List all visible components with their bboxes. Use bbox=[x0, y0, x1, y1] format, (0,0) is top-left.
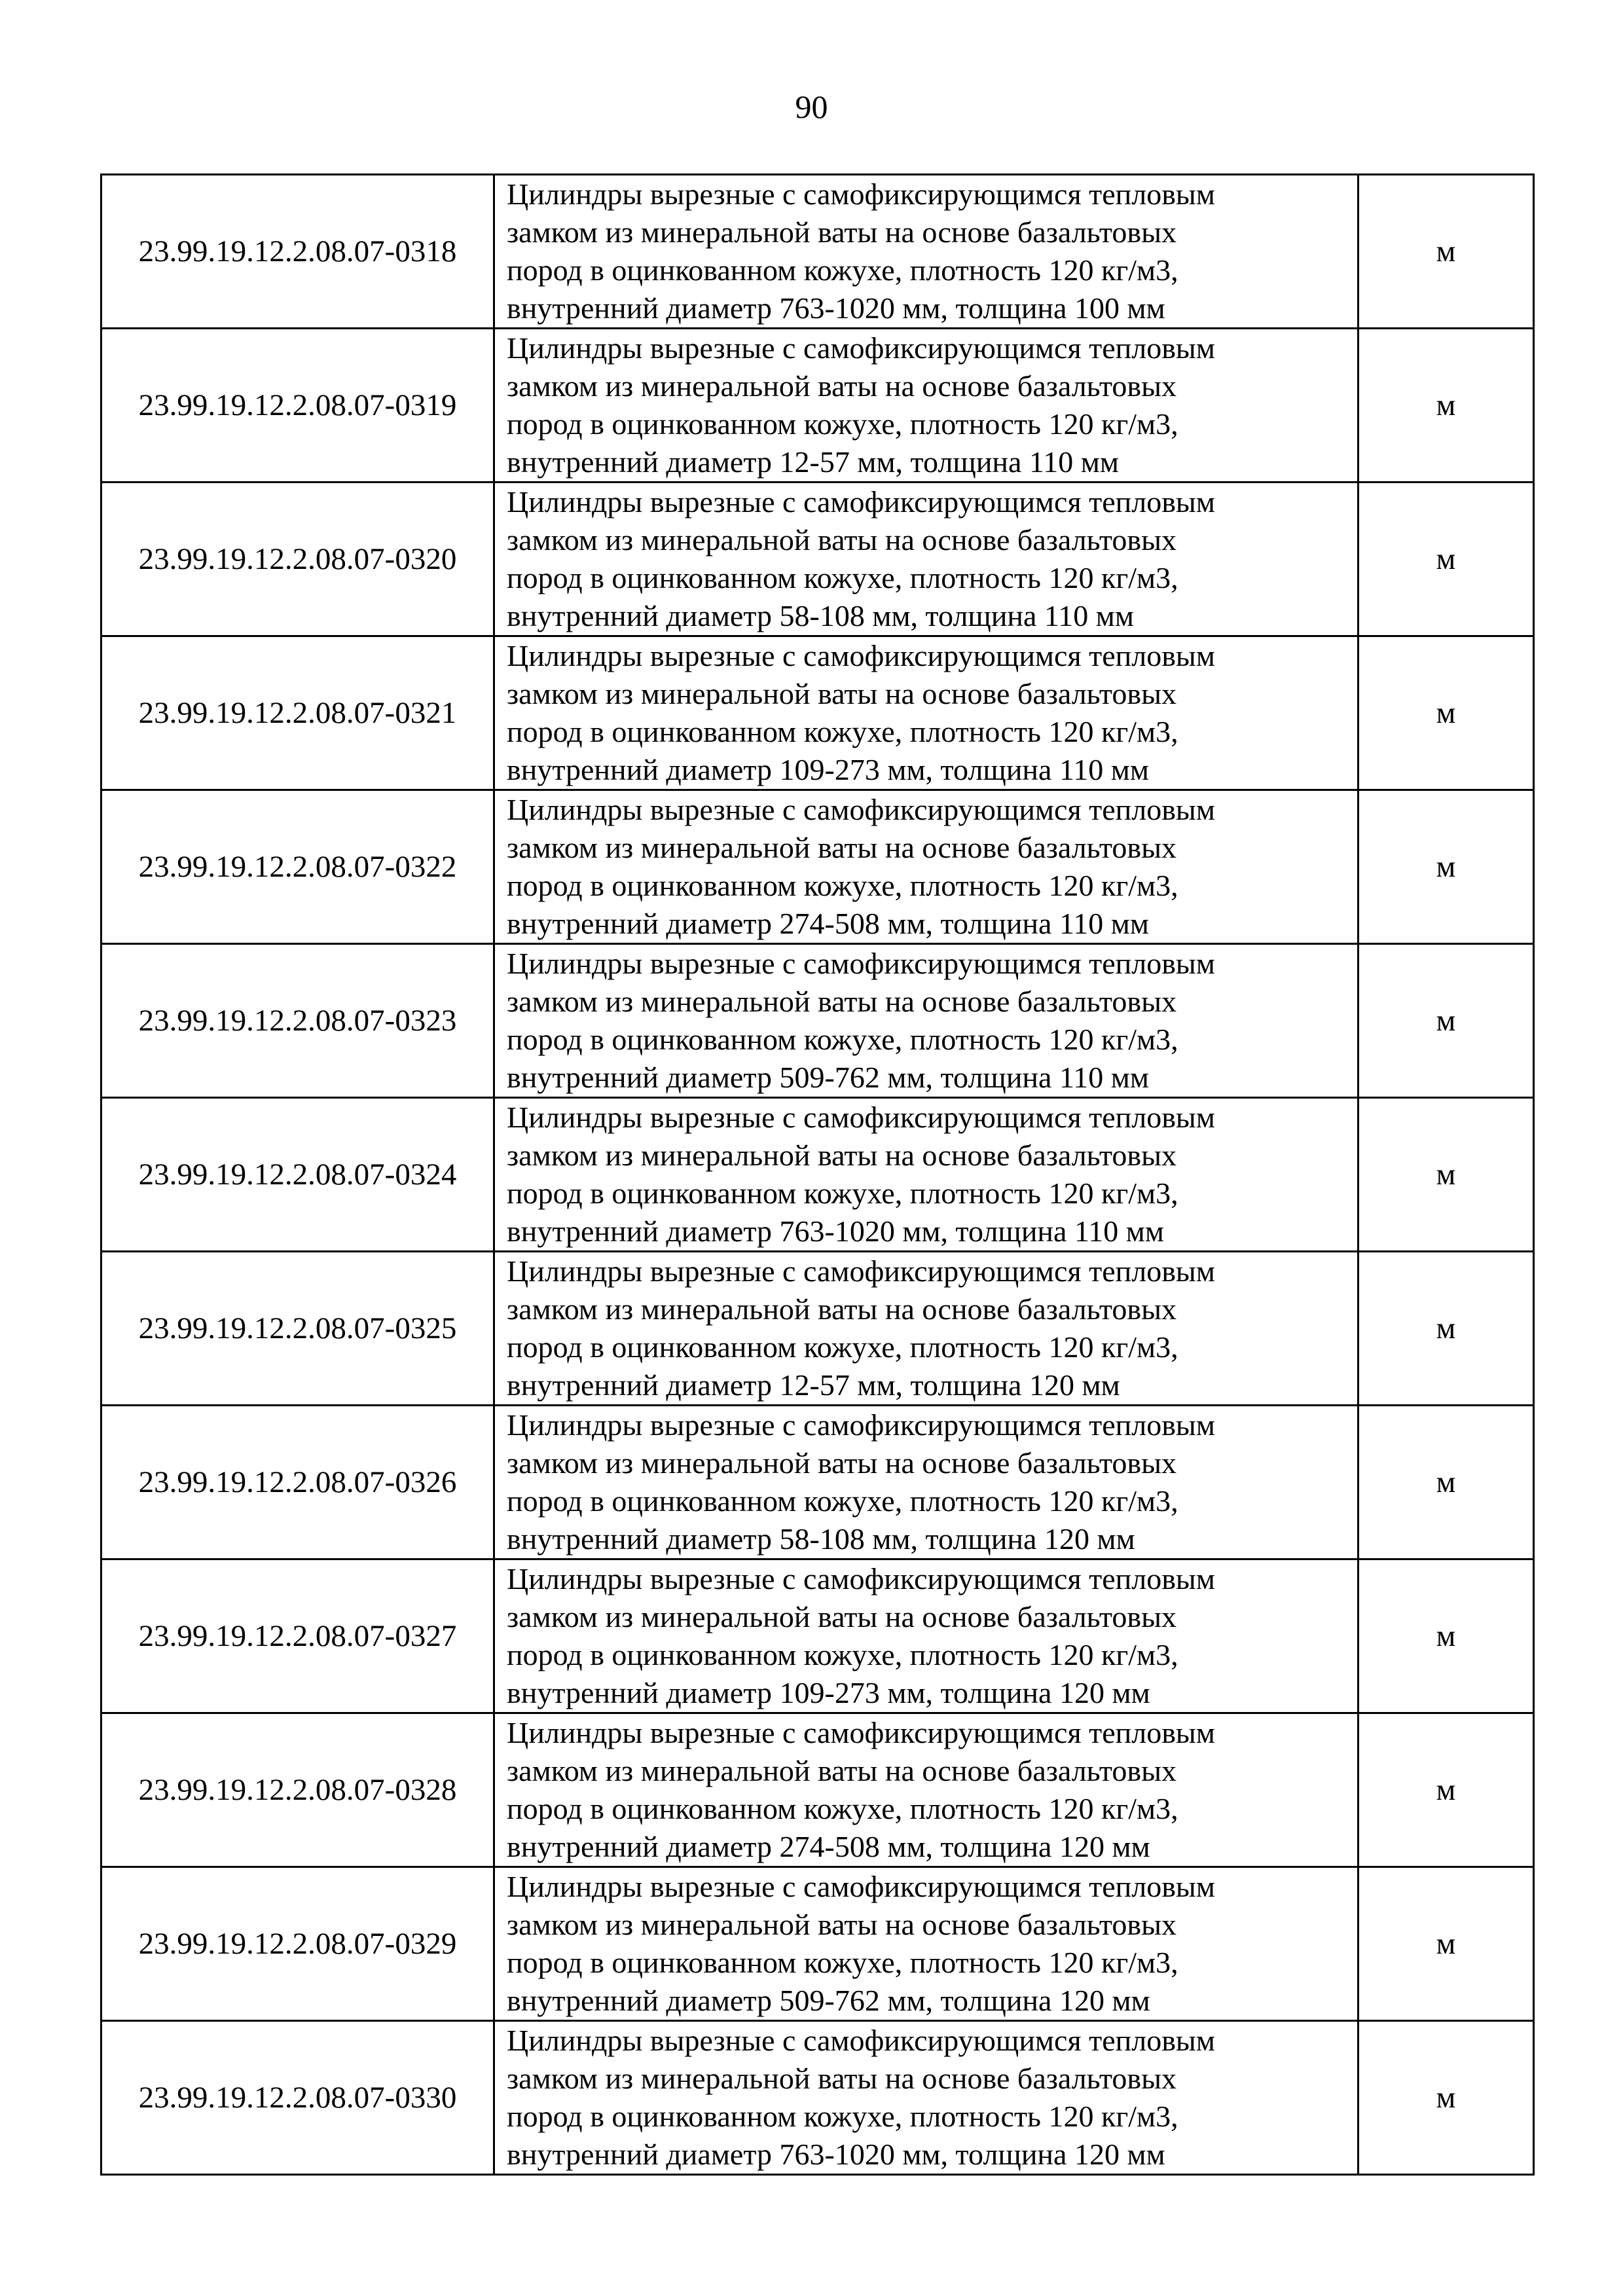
resource-code-cell: 23.99.19.12.2.08.07-0322 bbox=[101, 790, 494, 944]
resource-description-cell: Цилиндры вырезные с самофиксирующимся тепловым замком из минеральной ваты на основе базальтовых пород в оцинкованном кожухе, плотность 120 кг/м3, внутренний диаметр 12-57 мм, толщина 110 мм bbox=[494, 329, 1359, 483]
unit-of-measure-cell: м bbox=[1359, 790, 1534, 944]
table-row bbox=[101, 636, 1534, 790]
resource-description-cell: Цилиндры вырезные с самофиксирующимся тепловым замком из минеральной ваты на основе базальтовых пород в оцинкованном кожухе, плотность 120 кг/м3, внутренний диаметр 274-508 мм, толщина 110 мм bbox=[494, 790, 1359, 944]
resource-description-cell: Цилиндры вырезные с самофиксирующимся тепловым замком из минеральной ваты на основе базальтовых пород в оцинкованном кожухе, плотность 120 кг/м3, внутренний диаметр 274-508 мм, толщина 120 мм bbox=[494, 1713, 1359, 1867]
resource-description-cell: Цилиндры вырезные с самофиксирующимся тепловым замком из минеральной ваты на основе базальтовых пород в оцинкованном кожухе, плотность 120 кг/м3, внутренний диаметр 509-762 мм, толщина 120 мм bbox=[494, 1867, 1359, 2021]
table-row bbox=[101, 1867, 1534, 2021]
resource-description-cell: Цилиндры вырезные с самофиксирующимся тепловым замком из минеральной ваты на основе базальтовых пород в оцинкованном кожухе, плотность 120 кг/м3, внутренний диаметр 109-273 мм, толщина 110 мм bbox=[494, 636, 1359, 790]
resource-code-cell: 23.99.19.12.2.08.07-0329 bbox=[101, 1867, 494, 2021]
unit-of-measure-cell: м bbox=[1359, 1559, 1534, 1713]
table-row bbox=[101, 1252, 1534, 1406]
resource-code-cell: 23.99.19.12.2.08.07-0327 bbox=[101, 1559, 494, 1713]
resource-code-cell: 23.99.19.12.2.08.07-0323 bbox=[101, 944, 494, 1098]
unit-of-measure-cell: м bbox=[1359, 329, 1534, 483]
resource-code-cell: 23.99.19.12.2.08.07-0326 bbox=[101, 1406, 494, 1559]
catalog-table bbox=[100, 173, 1535, 2176]
resource-description-cell: Цилиндры вырезные с самофиксирующимся тепловым замком из минеральной ваты на основе базальтовых пород в оцинкованном кожухе, плотность 120 кг/м3, внутренний диаметр 109-273 мм, толщина 120 мм bbox=[494, 1559, 1359, 1713]
unit-of-measure-cell: м bbox=[1359, 636, 1534, 790]
resource-code-cell: 23.99.19.12.2.08.07-0320 bbox=[101, 483, 494, 636]
resource-description-cell: Цилиндры вырезные с самофиксирующимся тепловым замком из минеральной ваты на основе базальтовых пород в оцинкованном кожухе, плотность 120 кг/м3, внутренний диаметр 58-108 мм, толщина 110 мм bbox=[494, 483, 1359, 636]
table-row bbox=[101, 2021, 1534, 2175]
resource-code-cell: 23.99.19.12.2.08.07-0330 bbox=[101, 2021, 494, 2175]
unit-of-measure-cell: м bbox=[1359, 2021, 1534, 2175]
table-row bbox=[101, 790, 1534, 944]
table-row bbox=[101, 1559, 1534, 1713]
table-row bbox=[101, 1098, 1534, 1252]
unit-of-measure-cell: м bbox=[1359, 1252, 1534, 1406]
resource-code-cell: 23.99.19.12.2.08.07-0321 bbox=[101, 636, 494, 790]
table-row bbox=[101, 1406, 1534, 1559]
table-row bbox=[101, 1713, 1534, 1867]
resource-code-cell: 23.99.19.12.2.08.07-0328 bbox=[101, 1713, 494, 1867]
table-row bbox=[101, 175, 1534, 329]
resource-code-cell: 23.99.19.12.2.08.07-0325 bbox=[101, 1252, 494, 1406]
resource-description-cell: Цилиндры вырезные с самофиксирующимся тепловым замком из минеральной ваты на основе базальтовых пород в оцинкованном кожухе, плотность 120 кг/м3, внутренний диаметр 58-108 мм, толщина 120 мм bbox=[494, 1406, 1359, 1559]
unit-of-measure-cell: м bbox=[1359, 944, 1534, 1098]
resource-code-cell: 23.99.19.12.2.08.07-0319 bbox=[101, 329, 494, 483]
unit-of-measure-cell: м bbox=[1359, 175, 1534, 329]
table-row bbox=[101, 944, 1534, 1098]
page-number: 90 bbox=[795, 88, 828, 125]
unit-of-measure-cell: м bbox=[1359, 1713, 1534, 1867]
unit-of-measure-cell: м bbox=[1359, 483, 1534, 636]
catalog-table-body bbox=[101, 175, 1534, 2175]
unit-of-measure-cell: м bbox=[1359, 1098, 1534, 1252]
resource-description-cell: Цилиндры вырезные с самофиксирующимся тепловым замком из минеральной ваты на основе базальтовых пород в оцинкованном кожухе, плотность 120 кг/м3, внутренний диаметр 12-57 мм, толщина 120 мм bbox=[494, 1252, 1359, 1406]
unit-of-measure-cell: м bbox=[1359, 1867, 1534, 2021]
resource-description-cell: Цилиндры вырезные с самофиксирующимся тепловым замком из минеральной ваты на основе базальтовых пород в оцинкованном кожухе, плотность 120 кг/м3, внутренний диаметр 763-1020 мм, толщина 120 мм bbox=[494, 2021, 1359, 2175]
resource-description-cell: Цилиндры вырезные с самофиксирующимся тепловым замком из минеральной ваты на основе базальтовых пород в оцинкованном кожухе, плотность 120 кг/м3, внутренний диаметр 509-762 мм, толщина 110 мм bbox=[494, 944, 1359, 1098]
resource-description-cell: Цилиндры вырезные с самофиксирующимся тепловым замком из минеральной ваты на основе базальтовых пород в оцинкованном кожухе, плотность 120 кг/м3, внутренний диаметр 763-1020 мм, толщина 100 мм bbox=[494, 175, 1359, 329]
unit-of-measure-cell: м bbox=[1359, 1406, 1534, 1559]
table-row bbox=[101, 329, 1534, 483]
resource-code-cell: 23.99.19.12.2.08.07-0324 bbox=[101, 1098, 494, 1252]
resource-description-cell: Цилиндры вырезные с самофиксирующимся тепловым замком из минеральной ваты на основе базальтовых пород в оцинкованном кожухе, плотность 120 кг/м3, внутренний диаметр 763-1020 мм, толщина 110 мм bbox=[494, 1098, 1359, 1252]
resource-code-cell: 23.99.19.12.2.08.07-0318 bbox=[101, 175, 494, 329]
table-row bbox=[101, 483, 1534, 636]
